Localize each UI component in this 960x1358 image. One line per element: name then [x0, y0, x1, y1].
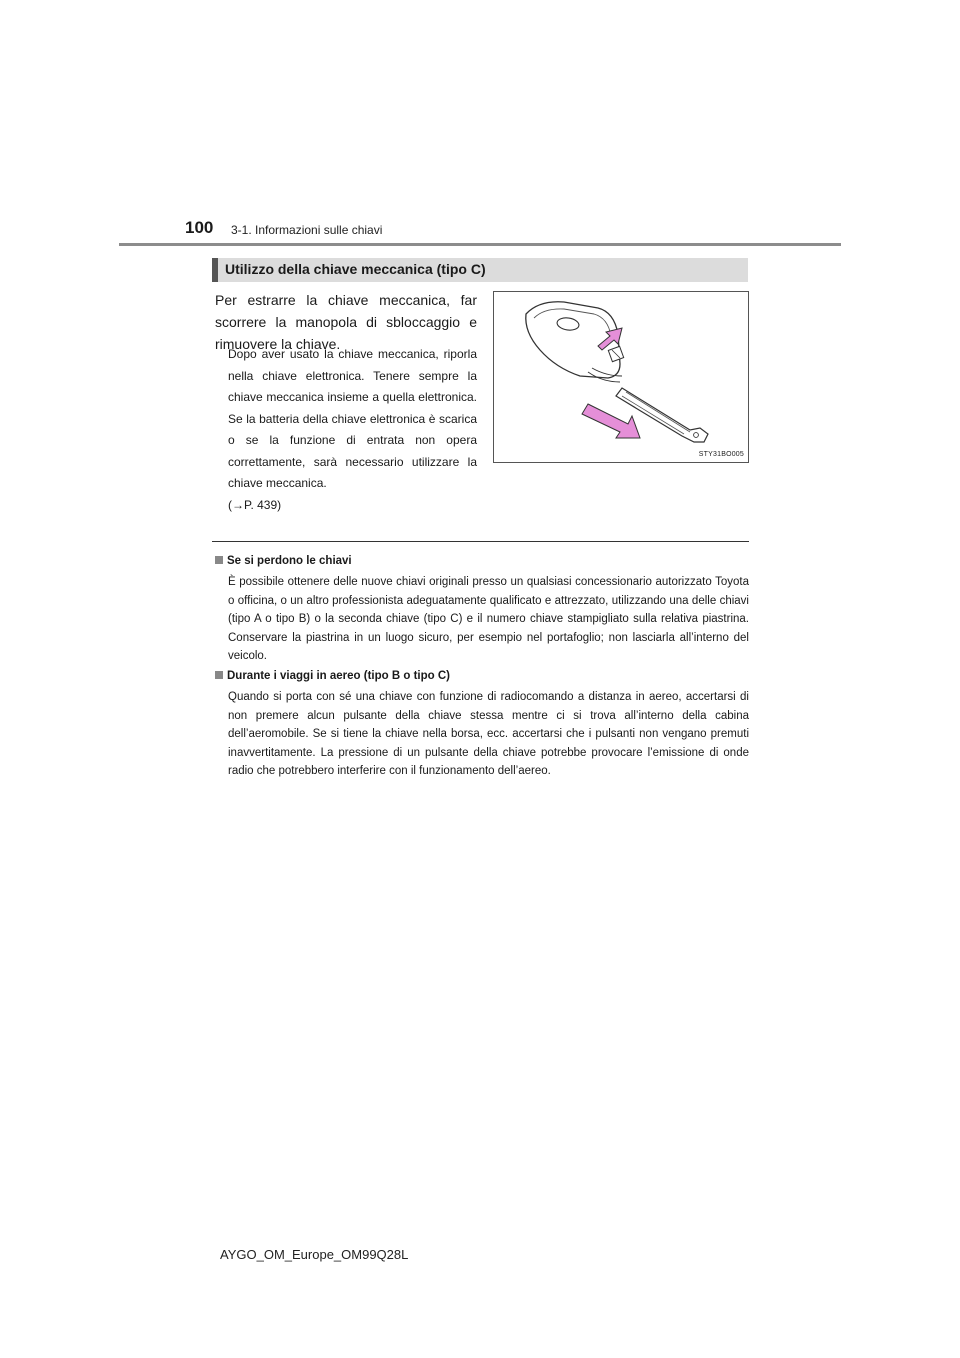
info-lost-keys — [215, 554, 749, 666]
note-body: Dopo aver usato la chiave meccanica, riporla nella chiave elettronica. Tenere sempre la chiave meccanica insieme a quella elettronica. Se la batteria della chiave elettronica è scarica o se la funzione di entrata non opera correttamente, sarà necessario utilizzare la chiave meccanica. — [228, 347, 477, 490]
header-divider — [119, 243, 841, 246]
info-body: Quando si porta con sé una chiave con funzione di radiocomando a distanza in aereo, accertarsi di non premere alcun pulsante della chiave stessa mentre ci si trova all’interno della cabina dell’aeromobile. Se si tiene la chiave nella borsa, ecc. accertarsi che i pulsanti non vengano premuti inavvertitamente. La pressione di un pulsante della chiave potrebbe provocare l’emissione di onde radio che potrebbero interferire con il funzionamento dell’aereo. — [228, 691, 749, 778]
note-text — [228, 344, 477, 516]
info-air-travel — [215, 669, 749, 781]
page-reference-link[interactable]: (→P. 439) — [228, 497, 282, 512]
section-divider — [212, 541, 749, 542]
info-title-text: Se si perdono le chiavi — [227, 555, 352, 567]
info-body: È possibile ottenere delle nuove chiavi originali presso un qualsiasi concessionario autorizzato Toyota o officina, o un altro professionista adeguatamente qualificato e attrezzato, utilizzando una delle chiavi (tipo A o tipo B) o la seconda chiave (tipo C) e il numero chiave stampigliato sulla relativa piastrina. Conservare la piastrina in un luogo sicuro, per esempio nel portafoglio; non lasciarla all’interno del veicolo. — [228, 576, 749, 663]
info-title-text: Durante i viaggi in aereo (tipo B o tipo C) — [227, 670, 450, 682]
heading-marker — [212, 258, 218, 282]
section-path: 3-1. Informazioni sulle chiavi — [231, 223, 383, 237]
bullet-square-icon — [215, 671, 223, 679]
info-title — [215, 669, 749, 684]
section-heading-bar — [212, 258, 748, 282]
manual-code: AYGO_OM_Europe_OM99Q28L — [220, 1247, 409, 1262]
bullet-square-icon — [215, 556, 223, 564]
info-title — [215, 554, 749, 569]
mechanical-key-illustration — [493, 291, 749, 463]
instruction-text: Per estrarre la chiave meccanica, far scorrere la manopola di sbloccaggio e rimuovere la chiave. — [215, 292, 477, 352]
page-number: 100 — [185, 218, 214, 237]
figure-code: STY31BO005 — [698, 451, 744, 458]
section-heading: Utilizzo della chiave meccanica (tipo C) — [225, 261, 486, 277]
key-drawing — [494, 292, 748, 462]
